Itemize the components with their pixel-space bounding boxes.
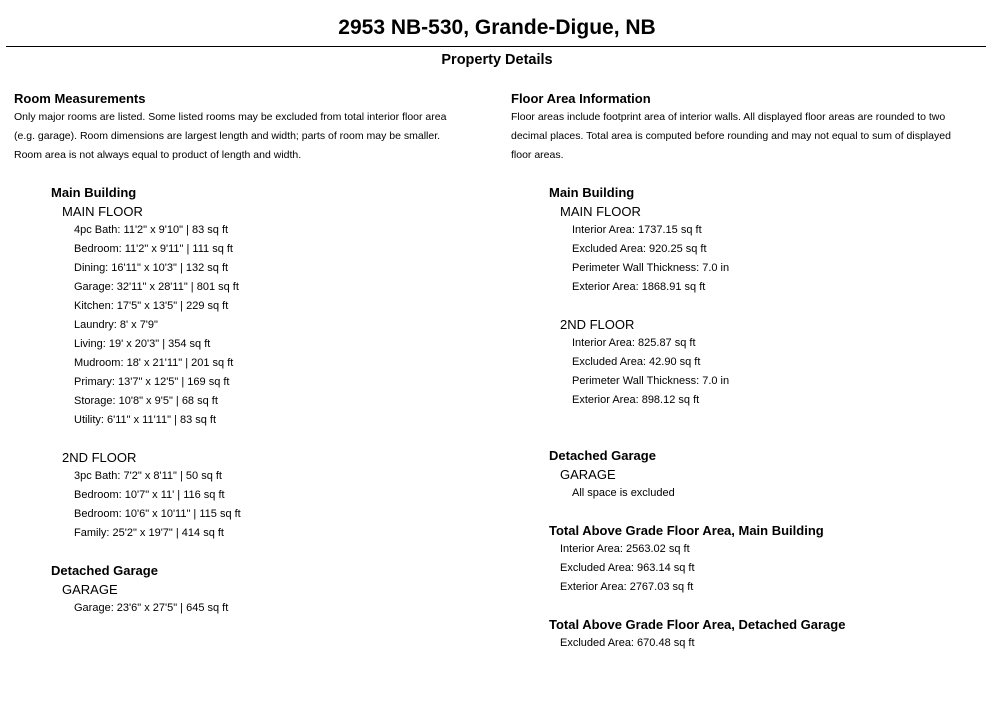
spacer — [549, 410, 995, 428]
spacer — [549, 428, 995, 446]
floor-area-heading: Floor Area Information — [511, 91, 651, 106]
room-item: Mudroom: 18' x 21'11" | 201 sq ft — [74, 357, 234, 369]
area-item: Excluded Area: 42.90 sq ft — [572, 356, 701, 368]
room-item: Garage: 23'6" x 27'5" | 645 sq ft — [74, 602, 229, 614]
spacer — [511, 165, 995, 183]
floor-area-note-line: Floor areas include footprint area of interior walls. All displayed floor areas are rounded to two — [511, 111, 946, 123]
floor-label: GARAGE — [560, 467, 616, 482]
total-item: Interior Area: 2563.02 sq ft — [560, 543, 690, 555]
room-measurements-note-line: (e.g. garage). Room dimensions are largest length and width; parts of room may be smaller. — [14, 130, 441, 142]
room-item: Family: 25'2" x 19'7" | 414 sq ft — [74, 527, 224, 539]
floor-label: MAIN FLOOR — [560, 204, 641, 219]
spacer — [549, 297, 995, 315]
room-item: Bedroom: 11'2" x 9'11" | 111 sq ft — [74, 243, 233, 255]
room-measurements-note-line: Only major rooms are listed. Some listed rooms may be excluded from total interior floor area — [14, 111, 447, 123]
building-title: Detached Garage — [549, 448, 656, 463]
room-measurements-section — [14, 90, 492, 618]
room-item: Dining: 16'11" x 10'3" | 132 sq ft — [74, 262, 229, 274]
area-item: Perimeter Wall Thickness: 7.0 in — [572, 262, 730, 274]
page-title: 2953 NB-530, Grande-Digue, NB — [338, 16, 656, 39]
area-item: Interior Area: 825.87 sq ft — [572, 337, 696, 349]
room-item: Garage: 32'11" x 28'11" | 801 sq ft — [74, 281, 239, 293]
room-item: Living: 19' x 20'3" | 354 sq ft — [74, 338, 211, 350]
total-item: Excluded Area: 670.48 sq ft — [560, 637, 695, 649]
room-item: Laundry: 8' x 7'9" — [74, 319, 158, 331]
room-item: Primary: 13'7" x 12'5" | 169 sq ft — [74, 376, 230, 388]
room-item: Kitchen: 17'5" x 13'5" | 229 sq ft — [74, 300, 229, 312]
area-item: All space is excluded — [572, 487, 675, 499]
area-item: Perimeter Wall Thickness: 7.0 in — [572, 375, 730, 387]
floor-label: MAIN FLOOR — [62, 204, 143, 219]
room-item: Bedroom: 10'7" x 11' | 116 sq ft — [74, 489, 225, 501]
area-item: Excluded Area: 920.25 sq ft — [572, 243, 707, 255]
room-item: Bedroom: 10'6" x 10'11" | 115 sq ft — [74, 508, 241, 520]
spacer — [14, 165, 492, 183]
building-title: Detached Garage — [51, 563, 158, 578]
total-title: Total Above Grade Floor Area, Detached Garage — [549, 617, 846, 632]
building-title: Main Building — [51, 185, 137, 200]
title-divider — [6, 46, 986, 47]
spacer — [51, 543, 492, 561]
room-item: 4pc Bath: 11'2" x 9'10" | 83 sq ft — [74, 224, 229, 236]
floor-area-note-line: floor areas. — [511, 149, 564, 161]
main-building-rooms — [14, 183, 492, 618]
spacer — [549, 503, 995, 521]
spacer — [549, 597, 995, 615]
room-item: Storage: 10'8" x 9'5" | 68 sq ft — [74, 395, 218, 407]
area-item: Interior Area: 1737.15 sq ft — [572, 224, 702, 236]
floor-label: GARAGE — [62, 582, 118, 597]
room-measurements-heading: Room Measurements — [14, 91, 146, 106]
spacer — [51, 430, 492, 448]
building-title: Main Building — [549, 185, 635, 200]
floor-label: 2ND FLOOR — [560, 317, 635, 332]
floor-area-note-line: decimal places. Total area is computed before rounding and may not equal to sum of displayed — [511, 130, 951, 142]
total-title: Total Above Grade Floor Area, Main Building — [549, 523, 824, 538]
floor-area-details — [511, 183, 995, 653]
area-item: Exterior Area: 898.12 sq ft — [572, 394, 700, 406]
area-item: Exterior Area: 1868.91 sq ft — [572, 281, 706, 293]
total-item: Exterior Area: 2767.03 sq ft — [560, 581, 694, 593]
room-item: Utility: 6'11" x 11'11" | 83 sq ft — [74, 414, 217, 426]
page-subtitle: Property Details — [441, 52, 553, 68]
total-item: Excluded Area: 963.14 sq ft — [560, 562, 695, 574]
floor-label: 2ND FLOOR — [62, 450, 137, 465]
room-measurements-note-line: Room area is not always equal to product of length and width. — [14, 149, 302, 161]
floor-area-section — [511, 90, 995, 653]
room-item: 3pc Bath: 7'2" x 8'11" | 50 sq ft — [74, 470, 222, 482]
